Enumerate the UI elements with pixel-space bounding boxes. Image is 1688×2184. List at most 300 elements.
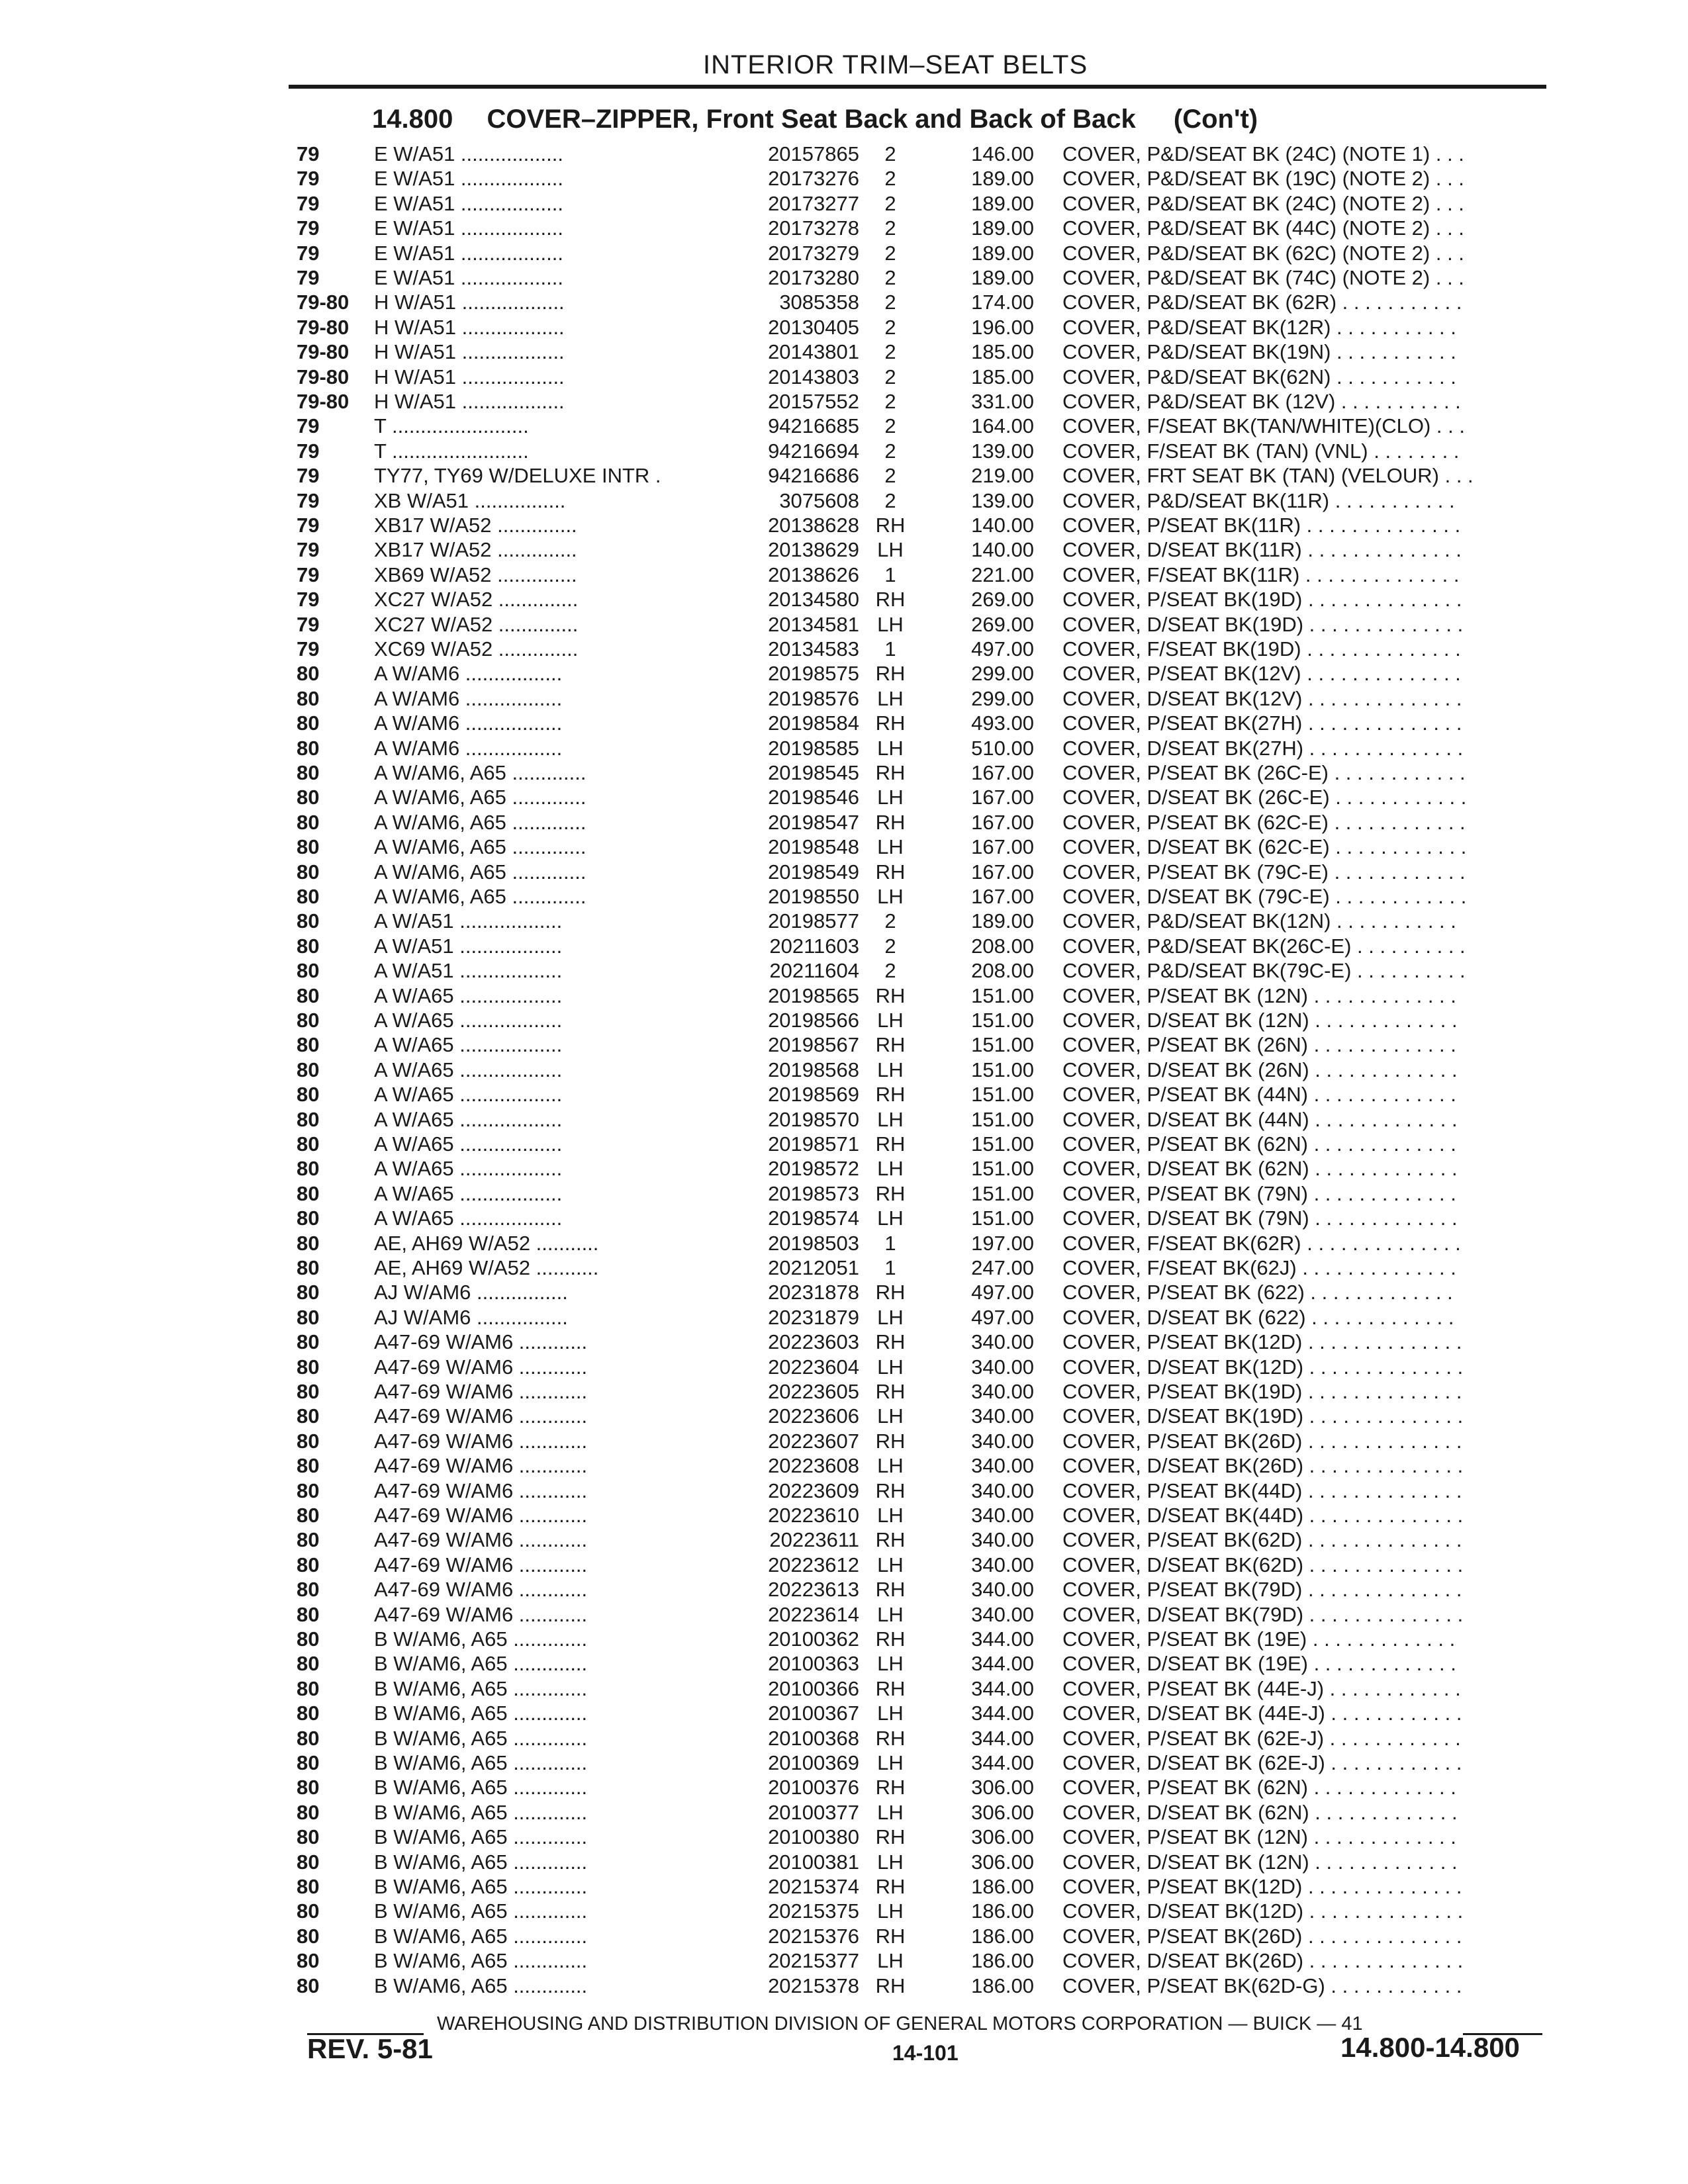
quantity-cell: RH: [875, 1825, 906, 1848]
quantity-cell: LH: [877, 538, 904, 561]
table-row: [0, 1479, 1589, 1503]
table-row: [0, 290, 1589, 314]
quantity-cell: 2: [884, 316, 896, 339]
year-cell: 80: [297, 711, 320, 735]
year-cell: 79: [297, 588, 320, 611]
model-cell: B W/AM6, A65 .............: [374, 1677, 588, 1700]
quantity-cell: 1: [884, 1256, 896, 1279]
price-cell: 208.00: [971, 934, 1034, 958]
part-number-cell: 20223613: [768, 1578, 859, 1601]
table-row: [0, 1255, 1589, 1280]
quantity-cell: 2: [884, 909, 896, 933]
price-cell: 151.00: [971, 1157, 1034, 1180]
description-cell: COVER, P/SEAT BK (26C-E) . . . . . . . . . . . .: [1062, 761, 1466, 784]
model-cell: A47-69 W/AM6 ............: [374, 1355, 588, 1379]
model-cell: H W/A51 ..................: [374, 316, 565, 339]
price-cell: 340.00: [971, 1454, 1034, 1477]
price-cell: 497.00: [971, 1306, 1034, 1329]
price-cell: 189.00: [971, 909, 1034, 933]
description-cell: COVER, D/SEAT BK (62N) . . . . . . . . . . . . .: [1062, 1157, 1458, 1180]
description-cell: COVER, P&D/SEAT BK (24C) (NOTE 1) . . .: [1062, 142, 1464, 165]
quantity-cell: RH: [875, 1479, 906, 1502]
quantity-cell: 1: [884, 563, 896, 586]
table-row: [0, 1874, 1589, 1899]
quantity-cell: RH: [875, 1132, 906, 1156]
price-cell: 340.00: [971, 1479, 1034, 1502]
table-row: [0, 1825, 1589, 1849]
table-row: [0, 488, 1589, 513]
part-number-cell: 20198574: [768, 1206, 859, 1230]
year-cell: 79: [297, 514, 320, 537]
year-cell: 80: [297, 1380, 320, 1403]
description-cell: COVER, P&D/SEAT BK(79C-E) . . . . . . . . . .: [1062, 959, 1466, 982]
part-number-cell: 20138629: [768, 538, 859, 561]
quantity-cell: LH: [877, 885, 904, 908]
part-number-cell: 20198550: [768, 885, 859, 908]
price-cell: 167.00: [971, 835, 1034, 858]
table-row: [0, 241, 1589, 265]
table-row: [0, 736, 1589, 760]
part-number-cell: 3085358: [779, 291, 859, 314]
section-title: COVER–ZIPPER, Front Seat Back and Back of Back: [487, 105, 1136, 134]
year-cell: 80: [297, 662, 320, 685]
model-cell: B W/AM6, A65 .............: [374, 1751, 588, 1774]
table-row: [0, 884, 1589, 909]
price-cell: 340.00: [971, 1504, 1034, 1527]
price-cell: 185.00: [971, 340, 1034, 363]
table-row: [0, 909, 1589, 933]
table-row: [0, 1899, 1589, 1923]
description-cell: COVER, P/SEAT BK (26N) . . . . . . . . . . . . .: [1062, 1033, 1456, 1056]
year-cell: 80: [297, 1355, 320, 1379]
model-cell: T ........................: [374, 414, 529, 437]
model-cell: A47-69 W/AM6 ............: [374, 1404, 588, 1428]
description-cell: COVER, D/SEAT BK (62N) . . . . . . . . . . . . .: [1062, 1801, 1458, 1824]
quantity-cell: 2: [884, 266, 896, 289]
model-cell: XC27 W/A52 ..............: [374, 613, 579, 636]
quantity-cell: RH: [875, 1578, 906, 1601]
quantity-cell: LH: [877, 1949, 904, 1972]
table-row: [0, 983, 1589, 1008]
model-cell: XB17 W/A52 ..............: [374, 538, 577, 561]
table-row: [0, 637, 1589, 661]
year-cell: 80: [297, 1899, 320, 1923]
description-cell: COVER, P/SEAT BK (44E-J) . . . . . . . . . . . .: [1062, 1677, 1461, 1700]
part-number-cell: 20211604: [769, 959, 859, 982]
year-cell: 80: [297, 1182, 320, 1205]
table-row: [0, 1553, 1589, 1577]
description-cell: COVER, F/SEAT BK(TAN/WHITE)(CLO) . . .: [1062, 414, 1465, 437]
quantity-cell: LH: [877, 1652, 904, 1675]
price-cell: 269.00: [971, 613, 1034, 636]
year-cell: 80: [297, 1430, 320, 1453]
part-number-cell: 20100367: [768, 1702, 859, 1725]
model-cell: A47-69 W/AM6 ............: [374, 1553, 588, 1576]
price-cell: 344.00: [971, 1727, 1034, 1750]
quantity-cell: LH: [877, 1801, 904, 1824]
table-row: [0, 1751, 1589, 1775]
quantity-cell: LH: [877, 1355, 904, 1379]
price-cell: 186.00: [971, 1974, 1034, 1997]
part-number-cell: 20143801: [768, 340, 859, 363]
year-cell: 80: [297, 1306, 320, 1329]
year-cell: 79-80: [297, 390, 350, 413]
quantity-cell: RH: [875, 588, 906, 611]
description-cell: COVER, D/SEAT BK(19D) . . . . . . . . . . . . . .: [1062, 1404, 1464, 1428]
part-number-cell: 20198568: [768, 1058, 859, 1081]
part-number-cell: 20223610: [768, 1504, 859, 1527]
part-number-cell: 20100376: [768, 1776, 859, 1799]
part-number-cell: 20231878: [768, 1281, 859, 1304]
part-number-cell: 20198565: [768, 984, 859, 1007]
model-cell: B W/AM6, A65 .............: [374, 1727, 588, 1750]
model-cell: B W/AM6, A65 .............: [374, 1627, 588, 1651]
header-rule: [289, 85, 1546, 89]
year-cell: 79-80: [297, 340, 350, 363]
quantity-cell: LH: [877, 1850, 904, 1874]
price-cell: 247.00: [971, 1256, 1034, 1279]
description-cell: COVER, D/SEAT BK(27H) . . . . . . . . . . . . . .: [1062, 737, 1464, 760]
model-cell: A W/A65 ..................: [374, 1157, 563, 1180]
model-cell: T ........................: [374, 439, 529, 463]
table-row: [0, 1775, 1589, 1799]
description-cell: COVER, P/SEAT BK (62N) . . . . . . . . . . . . .: [1062, 1132, 1456, 1156]
model-cell: A47-69 W/AM6 ............: [374, 1454, 588, 1477]
price-cell: 167.00: [971, 786, 1034, 809]
model-cell: B W/AM6, A65 .............: [374, 1949, 588, 1972]
model-cell: A47-69 W/AM6 ............: [374, 1528, 588, 1551]
year-cell: 79: [297, 563, 320, 586]
description-cell: COVER, D/SEAT BK (79N) . . . . . . . . . . . . .: [1062, 1206, 1458, 1230]
model-cell: A W/AM6, A65 .............: [374, 860, 586, 884]
quantity-cell: RH: [875, 1281, 906, 1304]
part-number-cell: 20198576: [768, 687, 859, 710]
price-cell: 340.00: [971, 1380, 1034, 1403]
table-row: [0, 1355, 1589, 1379]
part-number-cell: 20100363: [768, 1652, 859, 1675]
description-cell: COVER, FRT SEAT BK (TAN) (VELOUR) . . .: [1062, 464, 1474, 487]
part-number-cell: 20198547: [768, 811, 859, 834]
model-cell: E W/A51 ..................: [374, 216, 563, 240]
part-number-cell: 20134581: [768, 613, 859, 636]
part-number-cell: 20223607: [768, 1430, 859, 1453]
year-cell: 80: [297, 1751, 320, 1774]
description-cell: COVER, P&D/SEAT BK (24C) (NOTE 2) . . .: [1062, 192, 1464, 215]
year-cell: 80: [297, 1553, 320, 1576]
description-cell: COVER, P/SEAT BK (62N) . . . . . . . . . . . . .: [1062, 1776, 1456, 1799]
part-number-cell: 20223611: [769, 1528, 859, 1551]
price-cell: 164.00: [971, 414, 1034, 437]
year-cell: 79: [297, 242, 320, 265]
table-row: [0, 315, 1589, 340]
year-cell: 80: [297, 1504, 320, 1527]
price-cell: 189.00: [971, 192, 1034, 215]
description-cell: COVER, D/SEAT BK(11R) . . . . . . . . . . . . . .: [1062, 538, 1462, 561]
quantity-cell: RH: [875, 1528, 906, 1551]
year-cell: 80: [297, 1256, 320, 1279]
model-cell: A47-69 W/AM6 ............: [374, 1479, 588, 1502]
price-cell: 340.00: [971, 1603, 1034, 1626]
description-cell: COVER, D/SEAT BK(79D) . . . . . . . . . . . . . .: [1062, 1603, 1464, 1626]
year-cell: 79: [297, 414, 320, 437]
table-row: [0, 414, 1589, 438]
part-number-cell: 20198545: [768, 761, 859, 784]
price-cell: 340.00: [971, 1578, 1034, 1601]
model-cell: A47-69 W/AM6 ............: [374, 1430, 588, 1453]
model-cell: E W/A51 ..................: [374, 192, 563, 215]
part-number-cell: 20134580: [768, 588, 859, 611]
part-number-cell: 20223605: [768, 1380, 859, 1403]
price-cell: 146.00: [971, 142, 1034, 165]
quantity-cell: LH: [877, 1603, 904, 1626]
quantity-cell: 2: [884, 414, 896, 437]
table-row: [0, 142, 1589, 166]
price-cell: 140.00: [971, 538, 1034, 561]
table-row: [0, 1058, 1589, 1082]
description-cell: COVER, D/SEAT BK (26N) . . . . . . . . . . . . .: [1062, 1058, 1458, 1081]
table-row: [0, 1379, 1589, 1404]
description-cell: COVER, D/SEAT BK(26D) . . . . . . . . . . . . . .: [1062, 1454, 1464, 1477]
part-number-cell: 20198503: [768, 1232, 859, 1255]
model-cell: A W/AM6 .................: [374, 662, 563, 685]
model-cell: A W/A65 ..................: [374, 1182, 563, 1205]
year-cell: 79: [297, 464, 320, 487]
model-cell: E W/A51 ..................: [374, 242, 563, 265]
price-cell: 196.00: [971, 316, 1034, 339]
year-cell: 80: [297, 1108, 320, 1131]
table-row: [0, 389, 1589, 414]
price-cell: 344.00: [971, 1677, 1034, 1700]
quantity-cell: 1: [884, 637, 896, 660]
model-cell: H W/A51 ..................: [374, 340, 565, 363]
part-number-cell: 20198571: [768, 1132, 859, 1156]
quantity-cell: 2: [884, 192, 896, 215]
quantity-cell: 2: [884, 934, 896, 958]
price-cell: 139.00: [971, 439, 1034, 463]
price-cell: 344.00: [971, 1702, 1034, 1725]
description-cell: COVER, P/SEAT BK(79D) . . . . . . . . . . . . . .: [1062, 1578, 1462, 1601]
year-cell: 79-80: [297, 316, 350, 339]
part-number-cell: 20198567: [768, 1033, 859, 1056]
price-cell: 185.00: [971, 365, 1034, 388]
year-cell: 80: [297, 1578, 320, 1601]
model-cell: A W/A51 ..................: [374, 909, 563, 933]
part-number-cell: 20100380: [768, 1825, 859, 1848]
part-number-cell: 20130405: [768, 316, 859, 339]
price-cell: 306.00: [971, 1850, 1034, 1874]
price-cell: 340.00: [971, 1553, 1034, 1576]
description-cell: COVER, P/SEAT BK (44N) . . . . . . . . . . . . .: [1062, 1083, 1456, 1106]
price-cell: 331.00: [971, 390, 1034, 413]
part-number-cell: 20100381: [768, 1850, 859, 1874]
quantity-cell: RH: [875, 811, 906, 834]
price-cell: 340.00: [971, 1355, 1034, 1379]
part-number-cell: 94216686: [768, 464, 859, 487]
part-number-cell: 20198577: [768, 909, 859, 933]
part-number-cell: 20198572: [768, 1157, 859, 1180]
table-row: [0, 1181, 1589, 1206]
year-cell: 80: [297, 1281, 320, 1304]
year-cell: 80: [297, 1232, 320, 1255]
quantity-cell: RH: [875, 1430, 906, 1453]
table-row: [0, 216, 1589, 240]
year-cell: 80: [297, 1850, 320, 1874]
table-row: [0, 1676, 1589, 1701]
description-cell: COVER, D/SEAT BK (62C-E) . . . . . . . . . . . .: [1062, 835, 1467, 858]
price-cell: 151.00: [971, 1083, 1034, 1106]
table-row: [0, 1156, 1589, 1181]
part-number-cell: 20223608: [768, 1454, 859, 1477]
quantity-cell: RH: [875, 1330, 906, 1353]
table-row: [0, 1701, 1589, 1725]
description-cell: COVER, P&D/SEAT BK(12R) . . . . . . . . . . .: [1062, 316, 1456, 339]
quantity-cell: LH: [877, 1058, 904, 1081]
description-cell: COVER, P&D/SEAT BK(62N) . . . . . . . . . . .: [1062, 365, 1456, 388]
description-cell: COVER, F/SEAT BK(62R) . . . . . . . . . . . . . .: [1062, 1232, 1461, 1255]
model-cell: B W/AM6, A65 .............: [374, 1974, 588, 1997]
part-number-cell: 20215375: [768, 1899, 859, 1923]
quantity-cell: LH: [877, 1454, 904, 1477]
price-cell: 189.00: [971, 167, 1034, 190]
description-cell: COVER, D/SEAT BK (79C-E) . . . . . . . . . . . .: [1062, 885, 1467, 908]
description-cell: COVER, P/SEAT BK(62D) . . . . . . . . . . . . . .: [1062, 1528, 1462, 1551]
description-cell: COVER, D/SEAT BK (44E-J) . . . . . . . . . . . .: [1062, 1702, 1462, 1725]
year-cell: 79: [297, 142, 320, 165]
year-cell: 80: [297, 959, 320, 982]
table-row: [0, 439, 1589, 463]
year-cell: 80: [297, 909, 320, 933]
part-number-cell: 20215378: [768, 1974, 859, 1997]
description-cell: COVER, D/SEAT BK(12D) . . . . . . . . . . . . . .: [1062, 1899, 1464, 1923]
quantity-cell: LH: [877, 835, 904, 858]
part-number-cell: 20143803: [768, 365, 859, 388]
year-cell: 80: [297, 1627, 320, 1651]
table-row: [0, 1008, 1589, 1032]
table-row: [0, 265, 1589, 290]
description-cell: COVER, D/SEAT BK (622) . . . . . . . . . . . . .: [1062, 1306, 1454, 1329]
quantity-cell: RH: [875, 1974, 906, 1997]
table-row: [0, 1850, 1589, 1874]
part-number-cell: 20223612: [768, 1553, 859, 1576]
price-cell: 167.00: [971, 761, 1034, 784]
footer-division: WAREHOUSING AND DISTRIBUTION DIVISION OF GENERAL MOTORS CORPORATION — BUICK — 41: [437, 2013, 1363, 2034]
part-number-cell: 20212051: [768, 1256, 859, 1279]
year-cell: 79: [297, 216, 320, 240]
model-cell: H W/A51 ..................: [374, 390, 565, 413]
price-cell: 151.00: [971, 1108, 1034, 1131]
section-number: 14.800: [372, 105, 453, 134]
description-cell: COVER, P/SEAT BK (12N) . . . . . . . . . . . . .: [1062, 984, 1456, 1007]
description-cell: COVER, D/SEAT BK (26C-E) . . . . . . . . . . . .: [1062, 786, 1467, 809]
year-cell: 79: [297, 613, 320, 636]
description-cell: COVER, P/SEAT BK (19E) . . . . . . . . . . . . .: [1062, 1627, 1456, 1651]
description-cell: COVER, P/SEAT BK(19D) . . . . . . . . . . . . . .: [1062, 588, 1462, 611]
table-row: [0, 463, 1589, 488]
model-cell: A W/AM6, A65 .............: [374, 885, 586, 908]
model-cell: B W/AM6, A65 .............: [374, 1899, 588, 1923]
quantity-cell: LH: [877, 687, 904, 710]
description-cell: COVER, D/SEAT BK (12N) . . . . . . . . . . . . .: [1062, 1850, 1458, 1874]
part-number-cell: 20223614: [768, 1603, 859, 1626]
quantity-cell: LH: [877, 1751, 904, 1774]
section-heading: [372, 105, 1258, 134]
description-cell: COVER, P/SEAT BK (62C-E) . . . . . . . . . . . .: [1062, 811, 1466, 834]
quantity-cell: RH: [875, 1727, 906, 1750]
table-row: [0, 835, 1589, 859]
description-cell: COVER, P/SEAT BK(26D) . . . . . . . . . . . . . .: [1062, 1430, 1462, 1453]
model-cell: XB69 W/A52 ..............: [374, 563, 577, 586]
table-row: [0, 166, 1589, 191]
price-cell: 151.00: [971, 1132, 1034, 1156]
description-cell: COVER, P/SEAT BK (12N) . . . . . . . . . . . . .: [1062, 1825, 1456, 1848]
price-cell: 151.00: [971, 1206, 1034, 1230]
description-cell: COVER, P/SEAT BK (79C-E) . . . . . . . . . . . .: [1062, 860, 1466, 884]
model-cell: B W/AM6, A65 .............: [374, 1776, 588, 1799]
quantity-cell: RH: [875, 514, 906, 537]
description-cell: COVER, D/SEAT BK(12D) . . . . . . . . . . . . . .: [1062, 1355, 1464, 1379]
quantity-cell: LH: [877, 1504, 904, 1527]
table-row: [0, 934, 1589, 958]
description-cell: COVER, P/SEAT BK(11R) . . . . . . . . . . . . . .: [1062, 514, 1461, 537]
year-cell: 79: [297, 167, 320, 190]
table-row: [0, 661, 1589, 686]
year-cell: 79: [297, 489, 320, 512]
year-cell: 80: [297, 1652, 320, 1675]
table-row: [0, 1107, 1589, 1132]
description-cell: COVER, D/SEAT BK(26D) . . . . . . . . . . . . . .: [1062, 1949, 1464, 1972]
year-cell: 80: [297, 1974, 320, 1997]
quantity-cell: RH: [875, 1925, 906, 1948]
quantity-cell: 1: [884, 1232, 896, 1255]
price-cell: 269.00: [971, 588, 1034, 611]
quantity-cell: RH: [875, 761, 906, 784]
year-cell: 80: [297, 737, 320, 760]
description-cell: COVER, P/SEAT BK(12D) . . . . . . . . . . . . . .: [1062, 1330, 1462, 1353]
description-cell: COVER, D/SEAT BK (12N) . . . . . . . . . . . . .: [1062, 1009, 1458, 1032]
table-row: [0, 1527, 1589, 1552]
price-cell: 219.00: [971, 464, 1034, 487]
part-number-cell: 20198548: [768, 835, 859, 858]
year-cell: 80: [297, 1949, 320, 1972]
model-cell: B W/AM6, A65 .............: [374, 1801, 588, 1824]
quantity-cell: 2: [884, 489, 896, 512]
year-cell: 80: [297, 1875, 320, 1898]
description-cell: COVER, P/SEAT BK (62E-J) . . . . . . . . . . . .: [1062, 1727, 1461, 1750]
table-row: [0, 563, 1589, 587]
part-number-cell: 20100377: [768, 1801, 859, 1824]
price-cell: 344.00: [971, 1751, 1034, 1774]
model-cell: A47-69 W/AM6 ............: [374, 1330, 588, 1353]
part-number-cell: 20198566: [768, 1009, 859, 1032]
table-row: [0, 1948, 1589, 1973]
description-cell: COVER, P/SEAT BK(12V) . . . . . . . . . . . . . .: [1062, 662, 1461, 685]
year-cell: 79: [297, 266, 320, 289]
price-cell: 306.00: [971, 1801, 1034, 1824]
year-cell: 79: [297, 637, 320, 660]
table-row: [0, 1280, 1589, 1304]
part-number-cell: 20215377: [768, 1949, 859, 1972]
description-cell: COVER, D/SEAT BK (19E) . . . . . . . . . . . . .: [1062, 1652, 1456, 1675]
price-cell: 493.00: [971, 711, 1034, 735]
table-row: [0, 537, 1589, 562]
part-number-cell: 20198575: [768, 662, 859, 685]
quantity-cell: RH: [875, 1083, 906, 1106]
table-row: [0, 1082, 1589, 1107]
quantity-cell: 2: [884, 464, 896, 487]
table-row: [0, 860, 1589, 884]
year-cell: 80: [297, 786, 320, 809]
description-cell: COVER, P&D/SEAT BK(11R) . . . . . . . . . . .: [1062, 489, 1455, 512]
